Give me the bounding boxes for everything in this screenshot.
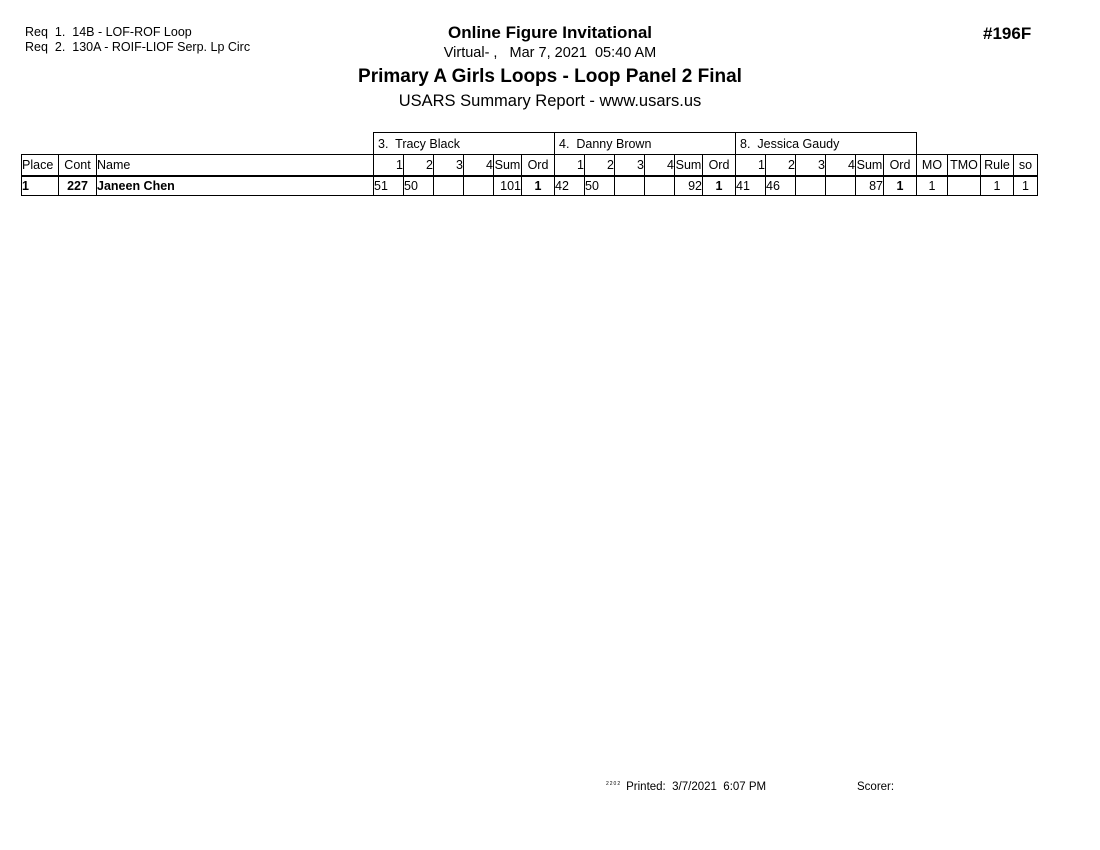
printed-footer	[606, 781, 766, 793]
score-column-header-4: 4	[464, 155, 494, 176]
division-title: Primary A Girls Loops - Loop Panel 2 Final	[358, 65, 742, 87]
judge-header-tracy-black: 3. Tracy Black	[374, 133, 555, 155]
score-column-header-2: 2	[404, 155, 434, 176]
event-subtitle: Virtual- , Mar 7, 2021 05:40 AM	[443, 44, 657, 61]
table-row	[22, 176, 1038, 196]
ord-column-header: Ord	[703, 155, 736, 176]
sum-column-header: Sum	[856, 155, 884, 176]
event-title: Online Figure Invitational	[447, 23, 653, 42]
name-column-header: Name	[97, 155, 374, 176]
judge3-score-1: 41	[736, 176, 766, 196]
judge1-score-4	[464, 176, 494, 196]
mo-column-header: MO	[917, 155, 948, 176]
judge1-score-2: 50	[404, 176, 434, 196]
report-header	[0, 24, 1100, 110]
requirement-line-1: Req 1. 14B - LOF-ROF Loop	[25, 25, 192, 39]
rule-value: 1	[981, 176, 1014, 196]
scorer-label: Scorer:	[857, 781, 895, 793]
judge1-score-1: 51	[374, 176, 404, 196]
judge2-ord: 1	[703, 176, 736, 196]
score-column-header-2: 2	[585, 155, 615, 176]
judge2-score-1: 42	[555, 176, 585, 196]
requirement-line-2: Req 2. 130A - ROIF-LIOF Serp. Lp Circ	[25, 40, 251, 54]
score-column-header-3: 3	[615, 155, 645, 176]
so-value: 1	[1014, 176, 1038, 196]
version-code: 2202	[606, 781, 622, 787]
judge-header-row	[22, 133, 1038, 155]
column-header-row	[22, 155, 1038, 176]
judge3-score-2: 46	[766, 176, 796, 196]
judge2-sum: 92	[675, 176, 703, 196]
judge3-ord: 1	[884, 176, 917, 196]
judge2-score-3	[615, 176, 645, 196]
score-column-header-1: 1	[374, 155, 404, 176]
tmo-column-header: TMO	[948, 155, 981, 176]
place-value: 1	[22, 176, 59, 196]
judge3-score-3	[796, 176, 826, 196]
judge-header-danny-brown: 4. Danny Brown	[555, 133, 736, 155]
place-column-header: Place	[22, 155, 59, 176]
score-column-header-4: 4	[826, 155, 856, 176]
mo-value: 1	[917, 176, 948, 196]
judge1-ord: 1	[522, 176, 555, 196]
judge2-score-2: 50	[585, 176, 615, 196]
tmo-value	[948, 176, 981, 196]
score-column-header-1: 1	[736, 155, 766, 176]
sum-column-header: Sum	[675, 155, 703, 176]
so-column-header: so	[1014, 155, 1038, 176]
score-column-header-1: 1	[555, 155, 585, 176]
judge1-sum: 101	[494, 176, 522, 196]
judge-row-spacer-left	[22, 133, 374, 155]
printed-timestamp: Printed: 3/7/2021 6:07 PM	[626, 781, 767, 793]
cont-column-header: Cont	[59, 155, 97, 176]
judge-header-jessica-gaudy: 8. Jessica Gaudy	[736, 133, 917, 155]
event-number: #196F	[983, 24, 1032, 43]
report-title: USARS Summary Report - www.usars.us	[398, 91, 702, 110]
ord-column-header: Ord	[884, 155, 917, 176]
ord-column-header: Ord	[522, 155, 555, 176]
judge1-score-3	[434, 176, 464, 196]
sum-column-header: Sum	[494, 155, 522, 176]
judge2-score-4	[645, 176, 675, 196]
judge3-score-4	[826, 176, 856, 196]
results-table	[21, 132, 1038, 196]
score-column-header-3: 3	[796, 155, 826, 176]
judge-row-spacer-right	[917, 133, 1038, 155]
judge3-sum: 87	[856, 176, 884, 196]
score-column-header-2: 2	[766, 155, 796, 176]
skater-name: Janeen Chen	[97, 176, 374, 196]
score-column-header-3: 3	[434, 155, 464, 176]
cont-value: 227	[59, 176, 97, 196]
rule-column-header: Rule	[981, 155, 1014, 176]
score-column-header-4: 4	[645, 155, 675, 176]
